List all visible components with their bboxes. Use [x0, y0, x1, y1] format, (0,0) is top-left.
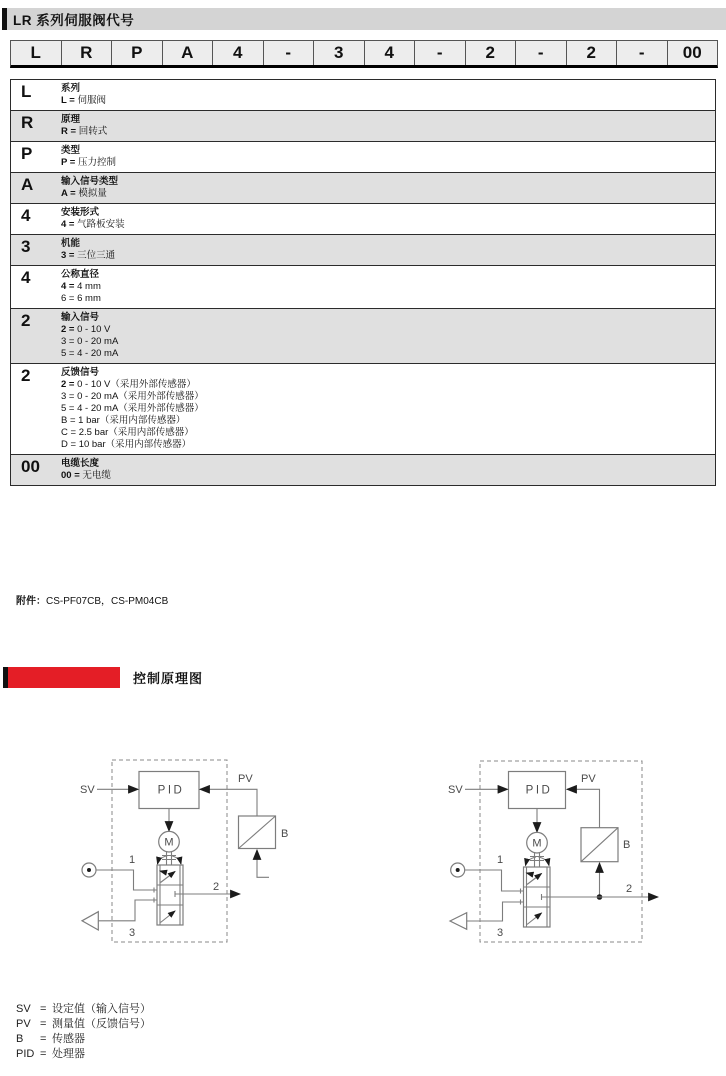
code-cell: -	[616, 41, 667, 65]
row-title: 输入信号类型	[61, 176, 119, 187]
table-row	[11, 172, 715, 203]
row-option: 2 = 0 - 10 V	[61, 324, 111, 335]
row-symbol: A	[21, 175, 34, 194]
banner-accent-red	[8, 667, 120, 688]
valve-symbol	[157, 865, 183, 925]
port3-label: 3	[496, 927, 504, 939]
row-option: C = 2.5 bar（采用内部传感器）	[61, 427, 194, 438]
table-row	[11, 265, 715, 308]
pv-arrow	[567, 789, 600, 827]
table-row	[11, 203, 715, 234]
sensor-input-arrow	[257, 850, 269, 877]
model-code-table	[10, 79, 716, 486]
accessories-line	[16, 592, 168, 607]
row-title: 类型	[61, 145, 81, 156]
row-option: 3 = 三位三通	[61, 250, 116, 261]
motor-label: M	[532, 837, 542, 850]
row-title: 反馈信号	[61, 367, 100, 378]
row-title: 系列	[61, 83, 81, 94]
legend-item: PID = 处理器	[16, 1048, 85, 1060]
row-symbol: R	[21, 113, 34, 132]
row-option: R = 回转式	[61, 126, 108, 137]
sensor-label: B	[623, 839, 631, 851]
port1-label: 1	[128, 854, 136, 866]
row-title: 机能	[61, 238, 81, 249]
model-code-strip	[10, 40, 718, 68]
row-option: D = 10 bar（采用内部传感器）	[61, 439, 192, 450]
row-option: 2 = 0 - 10 V（采用外部传感器）	[61, 379, 196, 390]
row-title: 电缆长度	[61, 458, 100, 469]
table-row	[11, 80, 715, 110]
port1-label: 1	[496, 854, 504, 866]
row-title: 公称直径	[61, 269, 100, 280]
control-section-title: 控制原理图	[133, 671, 204, 686]
pressure-source-dot	[87, 868, 91, 872]
motor-shaft	[162, 852, 176, 865]
header-title-bar	[7, 8, 726, 30]
row-option: 4 = 气路板安装	[61, 219, 125, 230]
row-option: A = 模拟量	[61, 188, 107, 199]
diagram-external-sensor	[80, 760, 288, 942]
table-row	[11, 110, 715, 141]
row-option: 4 = 4 mm	[61, 281, 101, 292]
sv-label: SV	[80, 784, 95, 796]
row-option: 5 = 4 - 20 mA	[61, 348, 119, 359]
pv-label: PV	[238, 773, 253, 785]
row-symbol: P	[21, 144, 33, 163]
table-row	[11, 308, 715, 363]
code-cell: 2	[566, 41, 617, 65]
row-option: 3 = 0 - 20 mA	[61, 336, 119, 347]
row-symbol: 00	[21, 457, 40, 476]
page-header	[2, 8, 726, 30]
row-option: 3 = 0 - 20 mA（采用外部传感器）	[61, 391, 204, 402]
code-cell: R	[61, 41, 112, 65]
code-cell: 00	[667, 41, 718, 65]
row-symbol: 2	[21, 366, 31, 385]
row-title: 安装形式	[61, 207, 100, 218]
row-symbol: 3	[21, 237, 31, 256]
row-option: L = 伺服阀	[61, 95, 106, 106]
code-cell: -	[263, 41, 314, 65]
code-cell: 4	[364, 41, 415, 65]
row-title: 原理	[61, 114, 81, 125]
control-principle-diagrams	[0, 740, 726, 990]
port2-label: 2	[212, 881, 220, 893]
pressure-source-dot	[456, 868, 460, 872]
control-section-banner	[3, 667, 203, 688]
pid-label: PID	[157, 784, 185, 797]
pv-arrow	[200, 789, 257, 816]
legend-item: SV = 设定值（输入信号）	[16, 1003, 151, 1015]
row-title: 输入信号	[61, 312, 100, 323]
legend-item: PV = 测量值（反馈信号）	[16, 1018, 151, 1030]
code-cell: P	[111, 41, 162, 65]
port1-line	[465, 870, 524, 891]
code-cell: 4	[212, 41, 263, 65]
code-cell: -	[515, 41, 566, 65]
row-option: 6 = 6 mm	[61, 293, 101, 304]
row-option: B = 1 bar（采用内部传感器）	[61, 415, 186, 426]
row-symbol: 4	[21, 268, 31, 287]
row-symbol: 2	[21, 311, 31, 330]
row-symbol: L	[21, 82, 32, 101]
code-cell: A	[162, 41, 213, 65]
sensor-label: B	[281, 828, 289, 840]
accessories-value: CS-PF07CB，CS-PM04CB	[46, 596, 169, 607]
pid-label: PID	[525, 784, 553, 797]
table-row	[11, 141, 715, 172]
table-row	[11, 234, 715, 265]
port3-line	[98, 900, 157, 921]
sv-label: SV	[448, 784, 463, 796]
row-option: P = 压力控制	[61, 157, 117, 168]
exhaust-icon	[450, 913, 467, 930]
exhaust-icon	[82, 912, 98, 930]
legend	[16, 1002, 151, 1062]
port1-line	[96, 870, 157, 890]
rotary-arrow-right	[539, 857, 550, 866]
row-option: 5 = 4 - 20 mA（采用外部传感器）	[61, 403, 204, 414]
motor-shaft	[530, 853, 544, 867]
legend-item: B = 传感器	[16, 1033, 85, 1045]
page-title: LR 系列伺服阀代号	[13, 13, 135, 28]
code-cell: L	[11, 41, 61, 65]
diagram-internal-sensor	[448, 761, 658, 942]
code-cell: -	[414, 41, 465, 65]
accessories-label: 附件：	[16, 596, 46, 607]
motor-label: M	[164, 836, 174, 849]
port2-label: 2	[625, 883, 633, 895]
port3-label: 3	[128, 927, 136, 939]
code-cell: 2	[465, 41, 516, 65]
code-cell: 3	[313, 41, 364, 65]
table-row	[11, 454, 715, 485]
pv-label: PV	[581, 773, 596, 785]
table-row	[11, 363, 715, 454]
row-option: 00 = 无电缆	[61, 470, 111, 481]
port3-line	[467, 902, 524, 921]
row-symbol: 4	[21, 206, 31, 225]
